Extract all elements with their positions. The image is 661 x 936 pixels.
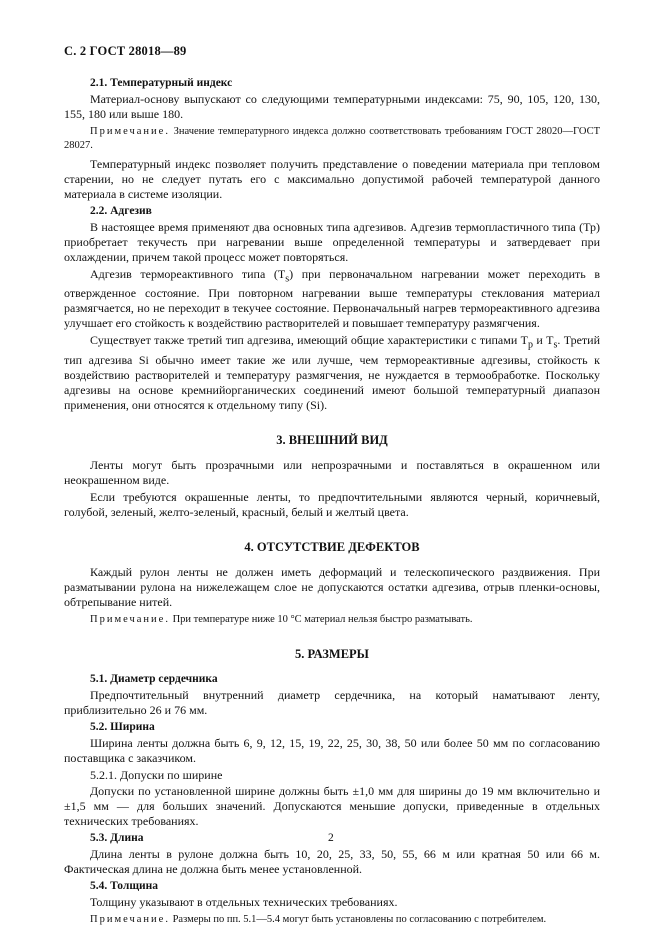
text-part: ) при первоначальном нагревании может переходить в отвержденное состояние. При повторном нагревании выше температуры стеклования материал размягчается, но не переходит в текучее состояние. Первоначальный нагрев термореактивного адгезива улучшает его стойкость к воздействию растворителей и повышает температуру размягчения. — [64, 267, 601, 331]
section-5-2-1-title: 5.2.1. Допуски по ширине — [90, 767, 223, 782]
section-2-1-paragraph-1: Материал-основу выпускают со следующими температурными индексами: 75, 90, 105, 120, 130, 155, 180 или выше 180. — [64, 92, 600, 121]
note-label: Примечание. — [90, 613, 170, 625]
section-3-paragraph-1: Ленты могут быть прозрачными или непрозрачными и поставляться в окрашенном или неокрашенном виде. — [64, 457, 600, 487]
section-3-title: 3. ВНЕШНИЙ ВИД — [276, 432, 388, 447]
section-5-2-title: 5.2. Ширина — [90, 720, 155, 733]
text-part: . Третий тип адгезива Si обычно имеет такие же или лучше, чем термореактивные адгезивы, стойкость к воздействию растворителей и температуру размягчения, не нуждается в термообработке. Поскольку адгезивы на основе кремнийорганических соединений имеют большой температурный диапазон применения, они относятся к отдельному типу (Si). — [64, 333, 600, 412]
document-body — [64, 76, 600, 931]
subscript: p — [527, 339, 533, 351]
section-5-2-paragraph: Ширина ленты должна быть 6, 9, 12, 15, 19, 22, 25, 30, 38, 50 или более 50 мм по согласованию поставщика с заказчиком. — [64, 735, 600, 765]
section-2-2-paragraph-2 — [64, 267, 600, 331]
subscript: s — [285, 273, 290, 285]
note-label: Примечание. — [90, 126, 170, 137]
section-2-1-note — [64, 125, 600, 153]
section-5-4-paragraph: Толщину указывают в отдельных технических требованиях. — [90, 894, 398, 909]
section-5-note — [64, 913, 600, 927]
note-text: Размеры по пп. 5.1—5.4 могут быть установлены по согласованию с потребителем. — [169, 913, 547, 925]
text-part: Адгезив термореактивного типа (T — [90, 267, 286, 281]
section-2-2-title: 2.2. Адгезив — [90, 205, 152, 217]
section-5-3-title: 5.3. Длина — [90, 831, 144, 844]
section-2-2-paragraph-3 — [64, 333, 600, 412]
section-2-2-paragraph-1: В настоящее время применяют два основных типа адгезивов. Адгезив термопластичного типа (Тр) приобретает текучесть при нагревании выше определенной температуры и затвердевает при охлаждении, причем такой процесс может повторяться. — [64, 220, 600, 264]
note-text: При температуре ниже 10 °С материал нельзя быстро разматывать. — [169, 613, 473, 625]
section-5-1-paragraph: Предпочтительный внутренний диаметр сердечника, на который наматывают ленту, приблизительно 26 и 76 мм. — [64, 687, 600, 717]
section-4-note — [64, 613, 600, 627]
page-number: 2 — [328, 832, 334, 844]
section-5-title: 5. РАЗМЕРЫ — [295, 646, 369, 661]
section-3-paragraph-2: Если требуются окрашенные ленты, то предпочтительными являются черный, коричневый, голубой, зеленый, желто-зеленый, красный, белый и желтый цвета. — [64, 489, 600, 519]
page-header: С. 2 ГОСТ 28018—89 — [64, 44, 187, 58]
note-label: Примечание. — [90, 913, 170, 925]
subscript: s — [553, 339, 558, 351]
text-part: и T — [532, 333, 554, 348]
text-part: Существует также третий тип адгезива, имеющий общие характеристики с типами T — [90, 333, 528, 348]
section-2-1-title: 2.1. Температурный индекс — [90, 77, 233, 89]
section-4-paragraph-1: Каждый рулон ленты не должен иметь деформаций и телескопического раздвижения. При разматывании рулона на нижележащем слое не допускаются остатки адгезива, отрыв пленки-основы, обтрепывание нитей. — [64, 564, 600, 609]
section-5-4-title: 5.4. Толщина — [90, 879, 159, 892]
section-5-3-paragraph: Длина ленты в рулоне должна быть 10, 20, 25, 33, 50, 55, 66 м или кратная 50 или 66 м. Фактическая длина не должна быть менее установленной. — [64, 846, 600, 876]
section-2-1-paragraph-2: Температурный индекс позволяет получить представление о поведении материала при тепловом старении, но не следует путать его с максимально допустимой рабочей температурой данного материала в системе изоляции. — [64, 157, 600, 201]
section-4-title: 4. ОТСУТСТВИЕ ДЕФЕКТОВ — [244, 539, 420, 554]
section-5-1-title: 5.1. Диаметр сердечника — [90, 672, 218, 685]
note-text: Значение температурного индекса должно соответствовать требованиям ГОСТ 28020—ГОСТ 28027. — [64, 126, 600, 151]
section-5-2-1-paragraph: Допуски по установленной ширине должны быть ±1,0 мм для ширины до 19 мм включительно и ±1,5 мм — для больших значений. Допускаются меньшие допуски, приведенные в отдельных технических требованиях. — [64, 783, 600, 828]
